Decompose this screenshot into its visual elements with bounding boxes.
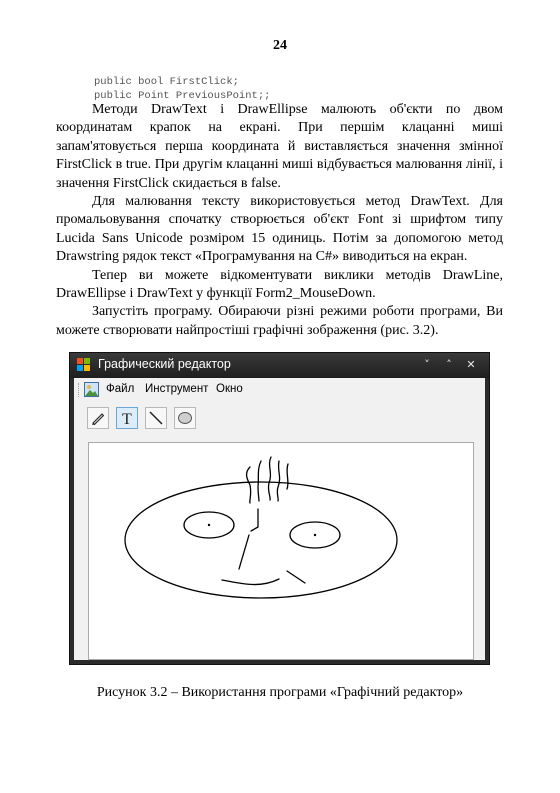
minimize-button[interactable]: ˅ [424, 358, 430, 371]
menu-bar [74, 378, 485, 402]
svg-text:T: T [122, 411, 132, 426]
title-bar [70, 353, 489, 378]
line-tool-icon [148, 410, 164, 426]
close-button[interactable]: ✕ [466, 358, 476, 371]
menu-file[interactable]: Файл [106, 383, 135, 395]
paragraph: Для малювання тексту використовується метод DrawText. Для промальовування спочатку створюється об'єкт Font зі шрифтом типу Lucida Sans Unicode розміром 15 одиниць. Потім за допомогою метод Drawstring рядок текст «Програмування на C#» виводиться на екран. [56, 194, 503, 265]
picture-icon [84, 382, 99, 397]
page-number: 24 [273, 38, 287, 53]
app-icon [77, 358, 91, 372]
line-tool-button[interactable] [145, 407, 167, 429]
app-window-screenshot [69, 352, 490, 665]
figure-caption: Рисунок 3.2 – Використання програми «Графічний редактор» [96, 685, 464, 700]
paragraph: Запустіть програму. Обираючи різні режими роботи програми, Ви можете створювати найпростіші графічні зображення (рис. 3.2). [56, 304, 503, 338]
text-tool-icon [119, 410, 135, 426]
pencil-icon [90, 410, 106, 426]
code-line-2: public Point PreviousPoint;; [94, 90, 271, 102]
menu-tool[interactable]: Инструмент [145, 383, 209, 395]
paragraph: Тепер ви можете відкоментувати виклики методів DrawLine, DrawEllipse і DrawText у функції Form2_MouseDown. [56, 267, 503, 302]
code-line-1: public bool FirstClick; [94, 76, 239, 88]
ellipse-tool-button[interactable] [174, 407, 196, 429]
toolbar [74, 404, 485, 434]
window-title: Графический редактор [98, 357, 231, 371]
ellipse-tool-icon [177, 410, 193, 426]
text-tool-button[interactable] [116, 407, 138, 429]
maximize-button[interactable]: ˄ [446, 358, 452, 371]
pencil-tool-button[interactable] [87, 407, 109, 429]
drawing-canvas[interactable] [88, 442, 474, 660]
client-area [74, 378, 485, 660]
grip-icon [78, 383, 81, 397]
body-text [56, 101, 503, 340]
paragraph: Методи DrawText і DrawEllipse малюють об'єкти по двом координатам крапок на екрані. При першім клацанні миші запам'ятовується перша координата й виставляється значення змінної FirstClick в true. При другім клацанні миші відбувається малювання лінії, і значення FirstClick скидається в false. [56, 102, 503, 191]
menu-window[interactable]: Окно [216, 383, 243, 395]
face-drawing [89, 443, 473, 659]
